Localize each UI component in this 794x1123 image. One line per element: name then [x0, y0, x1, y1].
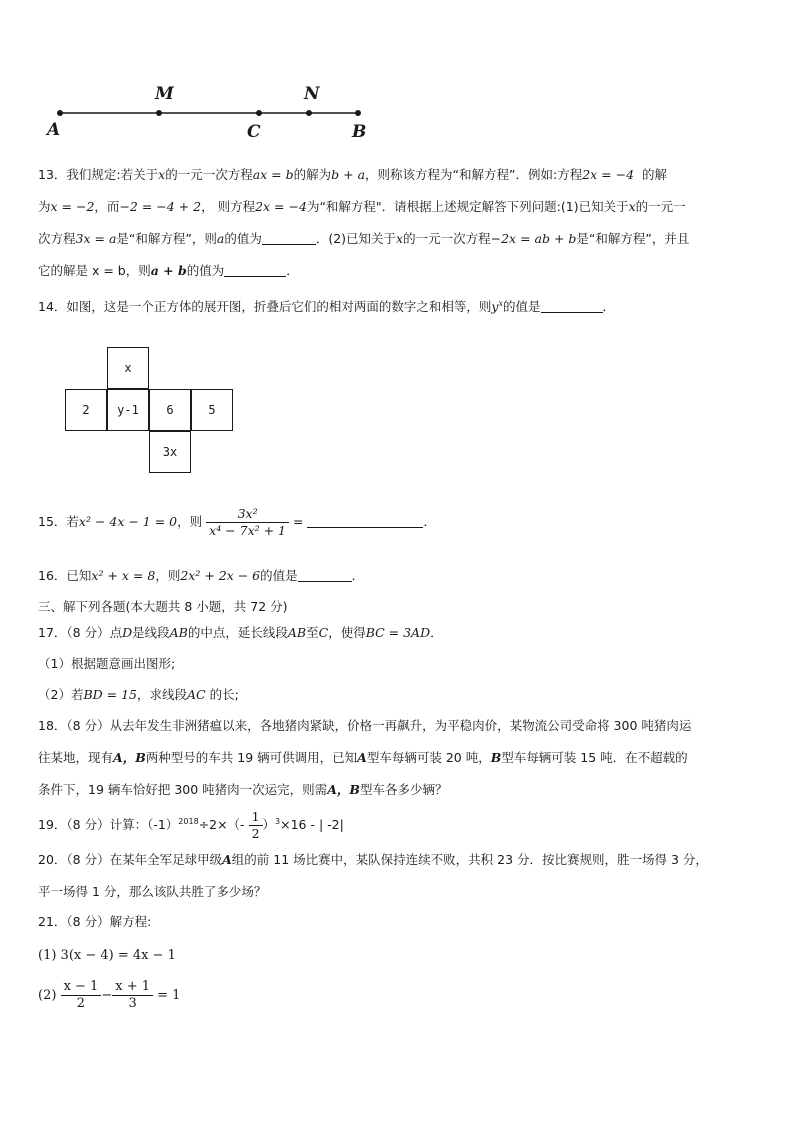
question-20: 20．（8 分）在某年全军足球甲级A组的前 11 场比赛中，某队保持连续不败，共积 23 分．按比赛规则，胜一场得 3 分， 平一场得 1 分，那么该队共胜了多少场？: [38, 852, 708, 899]
q21-fraction-1: $\frac{x - 1}{2}$: [61, 979, 102, 1012]
net-cell-3: 6: [149, 389, 191, 431]
net-cell-2: y-1: [107, 389, 149, 431]
point-m: [156, 110, 162, 116]
question-14: 14．如图，这是一个正方体的展开图，折叠后它们的相对两面的数字之和相等，则$y^x$的值是 ．: [38, 298, 616, 314]
point-a: [57, 110, 63, 116]
net-cell-bottom: 3x: [149, 431, 191, 473]
question-13: [38, 163, 758, 283]
segment-figure: [40, 80, 380, 150]
question-19: 19．（8 分）计算：$(-1)^{2018}\div 2\times(-$ $\frac{1}{2}$ ）$^3$×16 - | -2|: [38, 809, 344, 841]
section-3-heading: 三、解下列各题(本大题共 8 小题，共 72 分): [38, 599, 288, 614]
label-m: M: [155, 84, 174, 104]
q13-line-3: 次方程3x = a是“和解方程”，则a的值为 ．(2)已知关于x的一元一次方程−2x = ab + b是“和解方程”，并且: [38, 231, 690, 246]
q13-answer-blank-1[interactable]: [262, 230, 316, 245]
point-n: [306, 110, 312, 116]
q19-fraction: $\frac{1}{2}$: [249, 809, 263, 842]
net-cell-top: x: [107, 347, 149, 389]
question-15: 15．若x² − 4x − 1 = 0，则 $\frac{\text{3x²}}{\text{x⁴ − 7x² + 1}}$ = ．: [38, 506, 436, 538]
q13-line-2: 为x = −2，而−2 = −4 + 2， 则方程2x = −4为“和解方程"．请根据上述规定解答下列问题:(1)已知关于x的一元一: [38, 199, 686, 214]
label-n: N: [304, 84, 320, 104]
net-cell-4: 5: [191, 389, 233, 431]
q16-answer-blank[interactable]: [298, 567, 352, 582]
question-16: 16．已知x² + x = 8，则2x² + 2x − 6的值是 ．: [38, 568, 365, 583]
q15-fraction: $\frac{\text{3x²}}{\text{x⁴ − 7x² + 1}}$: [206, 506, 289, 539]
q14-answer-blank[interactable]: [541, 298, 603, 313]
q13-line-1: 13．我们规定:若关于x的一元一次方程ax = b的解为b + a，则称该方程为“和解方程”．例如:方程2x = −4 的解: [38, 167, 668, 182]
q15-answer-blank[interactable]: [307, 513, 423, 528]
question-21: 21．（8 分）解方程: (1) 3(x − 4) = 4x − 1 (2) $\frac{x - 1}{2}$ − $\frac{x + 1}{3}$ = 1: [38, 910, 758, 1014]
q13-line-4: 它的解是 x = b，则a + b的值为 ．: [38, 263, 299, 278]
net-cell-1: 2: [65, 389, 107, 431]
label-a: A: [47, 120, 61, 140]
point-c: [256, 110, 262, 116]
label-b: B: [352, 122, 367, 142]
point-b: [355, 110, 361, 116]
q21-part-1: (1) 3(x − 4) = 4x − 1: [38, 948, 176, 963]
q13-answer-blank-2[interactable]: [224, 262, 286, 277]
q21-fraction-2: $\frac{x + 1}{3}$: [112, 979, 153, 1012]
question-17: 17．（8 分）点D是线段AB的中点，延长线段AB至C，使得BC = 3AD． （1）根据题意画出图形; （2）若BD = 15，求线段AC 的长;: [38, 625, 443, 702]
label-c: C: [247, 122, 261, 142]
q21-part-2: (2) $\frac{x - 1}{2}$ − $\frac{x + 1}{3}$ = 1: [38, 979, 181, 1011]
cube-net: [65, 347, 235, 475]
question-18: 18．（8 分）从去年发生非洲猪瘟以来，各地猪肉紧缺，价格一再飙升，为平稳肉价，某物流公司受命将 300 吨猪肉运 往某地，现有A，B两种型号的车共 19 辆可供调用，已知A型车每辆可装 20 吨，B型车每辆可装 15 吨．在不超载的 条件下，19 辆车恰好把 300 吨猪肉一次运完，则需A，B型车各多少辆？: [38, 718, 692, 797]
